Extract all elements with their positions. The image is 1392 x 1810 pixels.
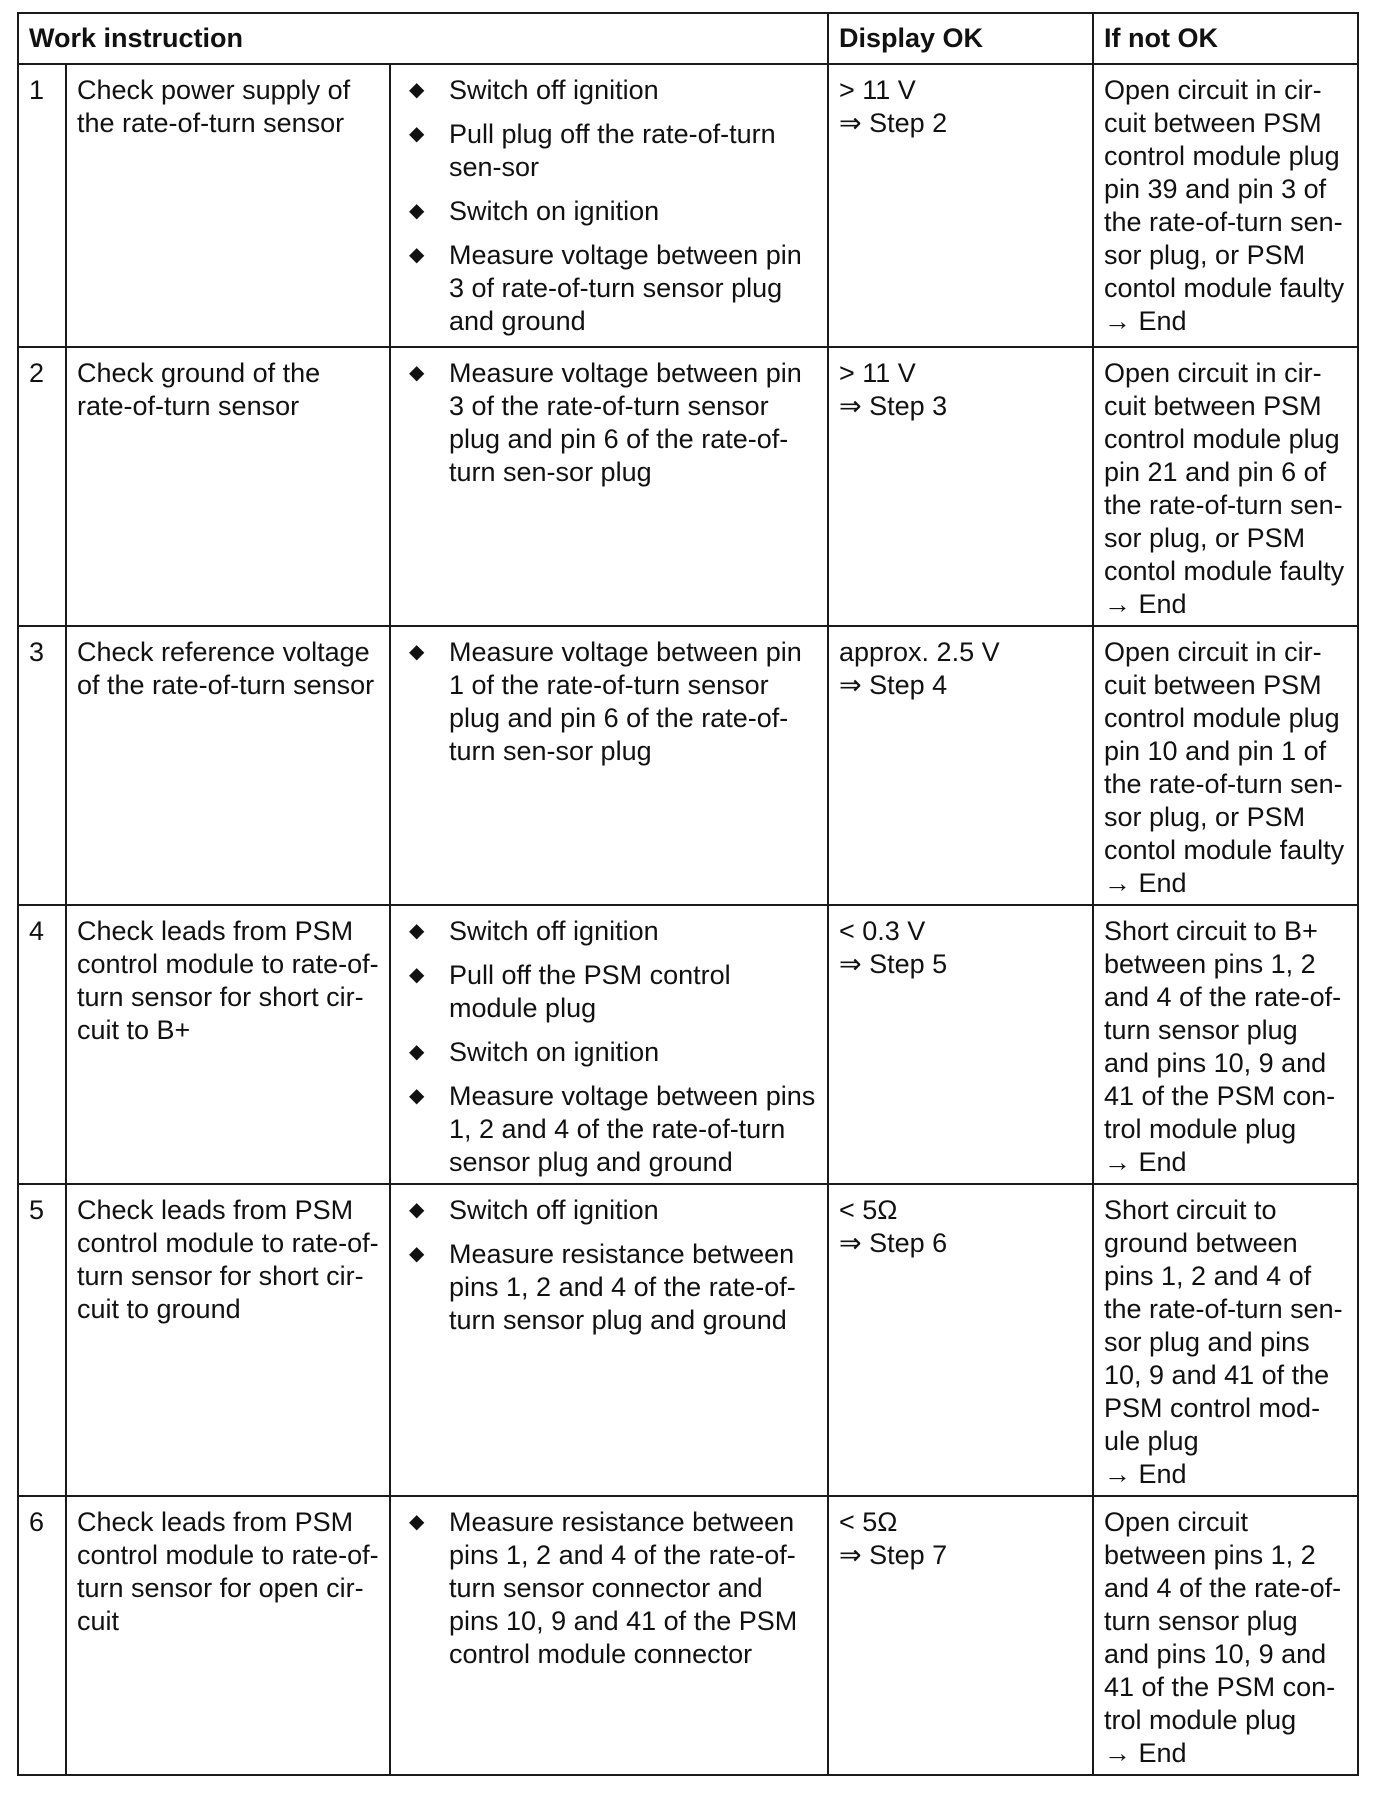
check-description: Check leads from PSM control module to rate-of-turn sensor for short cir-cuit to ground (66, 1184, 390, 1496)
list-item (401, 1036, 817, 1069)
fault-description: Short circuit to ground between pins 1, 2 and 4 of the rate-of-turn sen-sor plug and pins 10, 9 and 41 of the PSM control mod-ule plug (1104, 1195, 1343, 1456)
header-work-instruction: Work instruction (18, 13, 828, 64)
step-text: Measure voltage between pin 1 of the rate-of-turn sensor plug and pin 6 of the rate-of-turn sen-sor plug (449, 637, 802, 766)
check-description: Check leads from PSM control module to rate-of-turn sensor for open cir-cuit (66, 1496, 390, 1775)
header-if-not-ok: If not OK (1093, 13, 1358, 64)
diamond-bullet-icon: ◆ (409, 79, 425, 101)
step-number: 6 (18, 1496, 66, 1775)
if-not-ok-cell (1093, 347, 1358, 626)
check-description: Check leads from PSM control module to rate-of-turn sensor for short cir-cuit to B+ (66, 905, 390, 1184)
next-step: ⇒ Step 7 (839, 1540, 948, 1570)
step-number: 5 (18, 1184, 66, 1496)
diamond-bullet-icon: ◆ (409, 1041, 425, 1063)
diamond-bullet-icon: ◆ (409, 1085, 425, 1107)
step-list (401, 915, 817, 1179)
step-text: Measure resistance between pins 1, 2 and 4 of the rate-of-turn sensor connector and pins 10, 9 and 41 of the PSM control module connector (449, 1507, 798, 1669)
diamond-bullet-icon: ◆ (409, 920, 425, 942)
display-value: < 0.3 V (839, 916, 926, 946)
diamond-bullet-icon: ◆ (409, 123, 425, 145)
step-list (401, 74, 817, 338)
end-marker: → End (1104, 306, 1187, 336)
fault-description: Open circuit in cir-cuit between PSM control module plug pin 21 and pin 6 of the rate-of-turn sen-sor plug, or PSM contol module faulty (1104, 358, 1345, 586)
if-not-ok-cell (1093, 1184, 1358, 1496)
end-marker: → End (1104, 589, 1187, 619)
diamond-bullet-icon: ◆ (409, 362, 425, 384)
step-text: Switch off ignition (449, 1195, 659, 1225)
if-not-ok-cell (1093, 626, 1358, 905)
if-not-ok-cell (1093, 1496, 1358, 1775)
if-not-ok-cell (1093, 64, 1358, 347)
list-item (401, 239, 817, 338)
fault-description: Short circuit to B+ between pins 1, 2 and 4 of the rate-of-turn sensor plug and pins 10, 9 and 41 of the PSM con-trol module plug (1104, 916, 1342, 1144)
list-item (401, 1194, 817, 1227)
instruction-steps (390, 64, 828, 347)
display-value: < 5Ω (839, 1195, 898, 1225)
end-marker: → End (1104, 1459, 1187, 1489)
diamond-bullet-icon: ◆ (409, 244, 425, 266)
step-text: Switch off ignition (449, 916, 659, 946)
diamond-bullet-icon: ◆ (409, 964, 425, 986)
next-step: ⇒ Step 3 (839, 391, 948, 421)
display-ok-cell (828, 1496, 1093, 1775)
display-ok-cell (828, 626, 1093, 905)
step-text: Measure voltage between pins 1, 2 and 4 of the rate-of-turn sensor plug and ground (449, 1081, 816, 1177)
instruction-steps (390, 1496, 828, 1775)
display-ok-cell (828, 1184, 1093, 1496)
display-ok-cell (828, 64, 1093, 347)
list-item (401, 74, 817, 107)
end-marker: → End (1104, 1738, 1187, 1768)
step-list (401, 636, 817, 768)
table-row (18, 626, 1358, 905)
fault-description: Open circuit in cir-cuit between PSM control module plug pin 39 and pin 3 of the rate-of-turn sen-sor plug, or PSM contol module faulty (1104, 75, 1345, 303)
diamond-bullet-icon: ◆ (409, 1199, 425, 1221)
next-step: ⇒ Step 5 (839, 949, 948, 979)
step-list (401, 357, 817, 489)
end-marker: → End (1104, 1147, 1187, 1177)
step-list (401, 1506, 817, 1671)
instruction-steps (390, 626, 828, 905)
next-step: ⇒ Step 4 (839, 670, 948, 700)
fault-description: Open circuit in cir-cuit between PSM control module plug pin 10 and pin 1 of the rate-of-turn sen-sor plug, or PSM contol module faulty (1104, 637, 1345, 865)
end-marker: → End (1104, 868, 1187, 898)
step-number: 1 (18, 64, 66, 347)
table-row (18, 1496, 1358, 1775)
next-step: ⇒ Step 2 (839, 108, 948, 138)
display-value: < 5Ω (839, 1507, 898, 1537)
diamond-bullet-icon: ◆ (409, 1511, 425, 1533)
table-row (18, 1184, 1358, 1496)
table-row (18, 64, 1358, 347)
step-text: Measure voltage between pin 3 of rate-of-turn sensor plug and ground (449, 240, 802, 336)
instruction-steps (390, 1184, 828, 1496)
step-text: Pull off the PSM control module plug (449, 960, 731, 1023)
display-ok-cell (828, 347, 1093, 626)
list-item (401, 357, 817, 489)
diamond-bullet-icon: ◆ (409, 641, 425, 663)
list-item (401, 1506, 817, 1671)
header-display-ok: Display OK (828, 13, 1093, 64)
if-not-ok-cell (1093, 905, 1358, 1184)
fault-description: Open circuit between pins 1, 2 and 4 of the rate-of-turn sensor plug and pins 10, 9 and 41 of the PSM con-trol module plug (1104, 1507, 1342, 1735)
check-description: Check ground of the rate-of-turn sensor (66, 347, 390, 626)
list-item (401, 959, 817, 1025)
diamond-bullet-icon: ◆ (409, 200, 425, 222)
instruction-steps (390, 347, 828, 626)
instruction-steps (390, 905, 828, 1184)
display-value: > 11 V (839, 358, 916, 388)
table-body (18, 64, 1358, 1775)
list-item (401, 1238, 817, 1337)
step-number: 3 (18, 626, 66, 905)
display-ok-cell (828, 905, 1093, 1184)
step-list (401, 1194, 817, 1337)
step-number: 2 (18, 347, 66, 626)
step-text: Switch on ignition (449, 196, 660, 226)
step-text: Switch off ignition (449, 75, 659, 105)
list-item (401, 195, 817, 228)
step-text: Switch on ignition (449, 1037, 660, 1067)
check-description: Check reference voltage of the rate-of-turn sensor (66, 626, 390, 905)
list-item (401, 915, 817, 948)
work-instruction-table (17, 12, 1359, 1776)
list-item (401, 636, 817, 768)
table-row (18, 347, 1358, 626)
step-text: Measure voltage between pin 3 of the rate-of-turn sensor plug and pin 6 of the rate-of-turn sen-sor plug (449, 358, 802, 487)
display-value: > 11 V (839, 75, 916, 105)
table-header-row (18, 13, 1358, 64)
diamond-bullet-icon: ◆ (409, 1243, 425, 1265)
display-value: approx. 2.5 V (839, 637, 1000, 667)
list-item (401, 118, 817, 184)
check-description: Check power supply of the rate-of-turn sensor (66, 64, 390, 347)
step-text: Pull plug off the rate-of-turn sen-sor (449, 119, 776, 182)
step-number: 4 (18, 905, 66, 1184)
next-step: ⇒ Step 6 (839, 1228, 948, 1258)
table-row (18, 905, 1358, 1184)
step-text: Measure resistance between pins 1, 2 and 4 of the rate-of-turn sensor plug and ground (449, 1239, 796, 1335)
list-item (401, 1080, 817, 1179)
